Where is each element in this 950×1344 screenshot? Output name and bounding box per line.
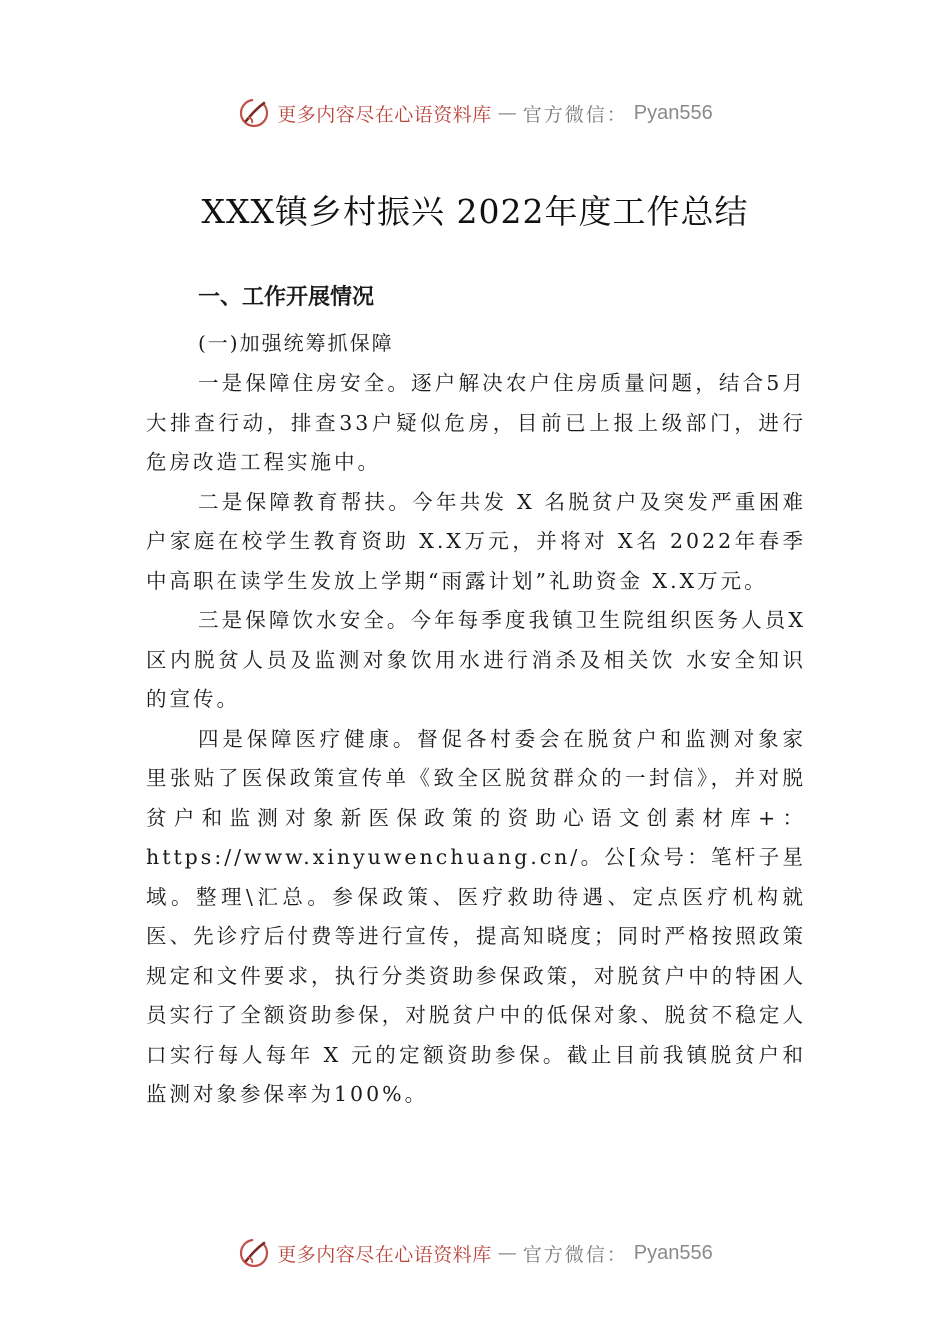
watermark-official-label: 官方微信： bbox=[522, 103, 628, 126]
paragraph-housing: 一是保障住房安全。逐户解决农户住房质量问题，结合5月大排查行动，排查33户疑似危房，目前已上报上级部门，进行危房改造工程实施中。 bbox=[146, 371, 806, 474]
paragraph-medical: 四是保障医疗健康。督促各村委会在脱贫户和监测对象家里张贴了医保政策宣传单《致全区脱贫群众的一封信》，并对脱贫户和监测对象新医保政策的资助心语文创素材库+：https://www.xinyuwenchuang.cn/。公[众号：笔杆子星域。整理\汇总。参保政策、医疗救助待遇、定点医疗机构就医、先诊疗后付费等进行宣传，提高知晓度；同时严格按照政策规定和文件要求，执行分类资助参保政策，对脱贫户中的特困人员实行了全额资助参保，对脱贫户中的低保对象、脱贫不稳定人口实行每人每年 X 元的定额资助参保。截止目前我镇脱贫户和监测对象参保率为100%。 bbox=[146, 726, 806, 1106]
footer-watermark bbox=[0, 1236, 950, 1270]
watermark-wechat-id: Pyan556 bbox=[633, 1241, 713, 1264]
watermark-brand-text: 更多内容尽在心语资料库 bbox=[277, 103, 492, 126]
paragraph-education: 二是保障教育帮扶。今年共发 X 名脱贫户及突发严重困难户家庭在校学生教育资助 X.X万元，并将对 X名 2022年春季中高职在读学生发放上学期“雨露计划”礼助资金 X.X万元。 bbox=[146, 489, 806, 593]
watermark-dash: — bbox=[497, 102, 517, 124]
document-title: XXX镇乡村振兴 2022年度工作总结 bbox=[201, 192, 749, 231]
document-body bbox=[146, 280, 806, 1115]
watermark-wechat-id: Pyan556 bbox=[633, 101, 713, 124]
paragraph-water: 三是保障饮水安全。今年每季度我镇卫生院组织医务人员X区内脱贫人员及监测对象饮用水进行消杀及相关饮 水安全知识的宣传。 bbox=[146, 608, 806, 711]
watermark-brand-text: 更多内容尽在心语资料库 bbox=[277, 1243, 492, 1266]
watermark-dash: — bbox=[497, 1242, 517, 1264]
subsection-heading: (一)加强统筹抓保障 bbox=[198, 331, 394, 355]
ink-brush-logo-icon bbox=[237, 96, 271, 130]
ink-brush-logo-icon bbox=[237, 1236, 271, 1270]
watermark-official-label: 官方微信： bbox=[522, 1243, 628, 1266]
section-heading: 一、工作开展情况 bbox=[198, 285, 375, 310]
header-watermark bbox=[0, 96, 950, 130]
